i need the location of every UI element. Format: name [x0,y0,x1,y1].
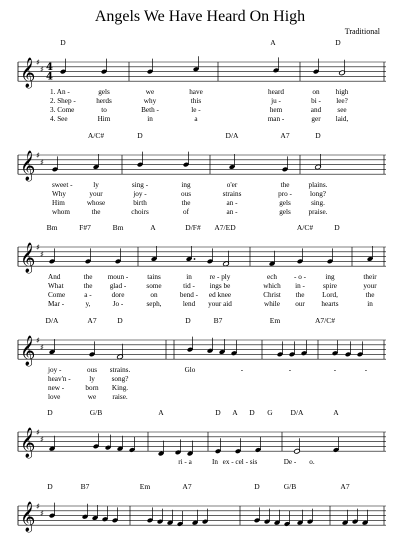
lyric-syllable: an - [226,199,238,207]
lyric-syllable: praise. [308,208,328,216]
lyric-syllable: to [101,106,107,114]
lyric-syllable: a - [84,291,92,299]
chord-symbol: D [117,316,123,325]
lyric-syllable: - [288,366,292,374]
lyric-syllable: le - [191,106,201,114]
lyric-syllable: have [189,88,203,96]
lyric-syllable: a [194,115,198,123]
treble-clef-icon: 𝄞 [20,428,36,458]
lyric-syllable: dore [111,291,125,299]
lyric-syllable: the [83,282,93,290]
lyric-line [0,181,400,190]
lyric-syllable: tid - [183,282,195,290]
lyric-syllable: - o - [294,273,306,281]
treble-clef-icon: 𝄞 [20,336,36,366]
lyric-syllable: your [89,190,103,198]
lyric-line [0,366,400,375]
lyric-syllable: o. [309,458,315,466]
lyric-syllable: ous [87,366,97,374]
lyric-line [0,384,400,393]
sharp-icon: ♯ [36,243,40,252]
chord-symbol: D [254,482,260,491]
lyric-syllable: Lord, [322,291,338,299]
lyric-syllable: re - ply [209,273,231,281]
lyric-syllable: Beth - [141,106,159,114]
lyric-syllable: we [145,88,155,96]
chord-symbol: A [158,408,164,417]
lyric-syllable: ing [181,181,191,189]
lyric-syllable: the [181,199,191,207]
chord-symbol: D/F# [185,223,201,232]
lyric-line [0,458,400,467]
chord-symbol: D [60,38,66,47]
lyric-line [0,393,400,402]
lyric-syllable: some [146,282,162,290]
staff-system [0,502,400,542]
lyric-syllable: of [183,208,189,216]
lyric-syllable: glad - [109,282,127,290]
lyric-line [0,106,400,115]
lyric-syllable: song? [111,375,129,383]
lyric-syllable: - [364,366,368,374]
treble-clef-icon: 𝄞 [20,243,36,273]
lyric-syllable: the [83,273,93,281]
chord-symbol: D/A [290,408,304,417]
lyric-syllable: 4. See [50,115,68,123]
chord-symbol: D [334,223,340,232]
sharp-icon: ♯ [40,65,44,75]
chord-symbol: Em [139,482,151,491]
lyric-line [0,115,400,124]
lyric-syllable: our [295,300,305,308]
lyric-syllable: De - [283,458,297,466]
lyric-syllable: in - [295,282,305,290]
lyric-syllable: which [263,282,281,290]
lyric-syllable: the [295,291,305,299]
lyric-syllable: ous [181,190,191,198]
lyric-syllable: - [240,366,244,374]
lyric-syllable: high [335,88,349,96]
chord-symbol: A [270,38,276,47]
lyric-syllable: Him [97,115,111,123]
lyric-syllable: ed knee [208,291,232,299]
lyric-syllable: on [150,291,158,299]
sharp-icon: ♯ [36,336,40,345]
lyric-syllable: gels [279,199,291,207]
lyric-syllable: in [367,300,373,308]
lyric-syllable: gels [98,88,110,96]
lyric-syllable: spire [323,282,337,290]
lyric-line [0,291,400,300]
chord-symbol: A [232,408,238,417]
chord-symbol: D [185,316,191,325]
lyric-syllable: laid, [335,115,349,123]
lyric-syllable: bi - [311,97,321,105]
treble-clef-icon: 𝄞 [20,502,36,532]
sharp-icon: ♯ [40,343,44,353]
lyric-syllable: heard [268,88,284,96]
lyric-syllable: ger [311,115,321,123]
chord-symbol: D [249,408,255,417]
lyric-syllable: hem [269,106,283,114]
chord-symbol: A7/C# [314,316,336,325]
lyric-syllable: tains [147,273,161,281]
lyric-syllable: choirs [131,208,149,216]
lyric-line [0,273,400,282]
chord-symbol: A7 [182,482,192,491]
lyric-syllable: ly [93,181,99,189]
lyric-line [0,88,400,97]
chord-symbol: Em [269,316,281,325]
lyric-line [0,208,400,217]
lyric-line [0,375,400,384]
time-signature: 4 [46,71,53,83]
lyric-syllable: in [147,115,153,123]
chord-symbol: Bm [46,223,58,232]
sharp-icon: ♯ [40,509,44,519]
lyric-syllable: why [143,97,157,105]
lyric-syllable: see [337,106,347,114]
chord-symbol: A/C# [87,131,105,140]
lyric-syllable: whose [86,199,106,207]
chord-symbol: A [333,408,339,417]
chord-symbol: A7 [340,482,350,491]
lyric-syllable: your [363,282,377,290]
chord-symbol: G/B [89,408,103,417]
lyric-line [0,199,400,208]
lyric-syllable: your aid [208,300,232,308]
lyric-syllable: the [91,208,101,216]
chord-symbol: Bm [112,223,124,232]
lyric-syllable: while [264,300,280,308]
lyric-syllable: 2. Shep - [50,97,76,105]
sharp-icon: ♯ [40,158,44,168]
lyric-syllable: on [312,88,320,96]
lyric-syllable: sing - [131,181,149,189]
treble-clef-icon: 𝄞 [20,58,36,88]
lyric-syllable: birth [133,199,147,207]
lyric-syllable: 3. Come [50,106,75,114]
chord-symbol: B7 [213,316,223,325]
chord-symbol: D [47,482,53,491]
lyric-line [0,190,400,199]
dot [194,258,196,260]
lyric-syllable: King. [111,384,129,392]
lyric-syllable: the [280,181,290,189]
lyric-syllable: ing [325,273,335,281]
lyric-syllable: gels [279,208,291,216]
lyric-syllable: long? [310,190,326,198]
lyric-syllable: moun - [107,273,129,281]
lyric-line [0,282,400,291]
chord-symbol: D [47,408,53,417]
lyric-syllable: ings be [209,282,231,290]
treble-clef-icon: 𝄞 [20,151,36,181]
lyric-syllable: Jo - [112,300,124,308]
lyric-syllable: whom [52,208,70,216]
chord-symbol: D [215,408,221,417]
lyric-syllable: we [87,393,97,401]
sharp-icon: ♯ [36,428,40,437]
lyric-syllable: Why [52,190,66,198]
chord-symbol: F#7 [79,223,91,232]
chord-symbol: D [335,38,341,47]
lyric-syllable: - [333,366,337,374]
chord-symbol: B7 [80,482,90,491]
lyric-syllable: man - [267,115,285,123]
time-signature: 4 [46,62,53,73]
lyric-syllable: joy - [48,366,62,374]
lyric-syllable: 1. An - [50,88,70,96]
lyric-syllable: ri - a [178,458,192,466]
chord-symbol: G [267,408,273,417]
lyric-syllable: love [48,393,61,401]
lyric-syllable: heav'n - [48,375,71,383]
sharp-icon: ♯ [40,250,44,260]
chord-symbol: G/B [283,482,297,491]
lyric-syllable: ex - cel - sis [222,458,258,466]
lyric-syllable: and [310,106,322,114]
lyric-syllable: this [190,97,202,105]
lyric-syllable: ju - [271,97,281,105]
lyric-syllable: lee? [336,97,348,105]
lyric-syllable: o'er [226,181,238,189]
lyric-syllable: born [85,384,99,392]
chord-symbol: D [315,131,321,140]
lyric-syllable: in [186,273,192,281]
lyric-syllable: hearts [321,300,339,308]
lyric-syllable: Christ [263,291,281,299]
lyric-syllable: plains. [308,181,328,189]
composer-credit: Traditional [344,27,380,36]
lyric-syllable: strains [222,190,242,198]
lyric-syllable: ech [267,273,277,281]
lyric-syllable: ly [89,375,95,383]
lyric-syllable: sing. [311,199,325,207]
lyric-syllable: joy - [133,190,147,198]
lyric-syllable: pro - [278,190,292,198]
sharp-icon: ♯ [36,151,40,160]
lyric-syllable: an - [226,208,238,216]
lyric-syllable: Come [48,291,66,299]
chord-symbol: A7 [87,316,97,325]
lyric-syllable: bend - [179,291,199,299]
lyric-line [0,97,400,106]
lyric-syllable: sweet - [52,181,73,189]
sharp-icon: ♯ [40,435,44,445]
chord-symbol: A/C# [296,223,314,232]
lyric-syllable: And [48,273,61,281]
lyric-syllable: In [212,458,218,466]
chord-symbol: A7 [280,131,290,140]
chord-symbol: D/A [225,131,239,140]
lyric-syllable: Mar - [48,300,65,308]
chord-symbol: D/A [45,316,59,325]
lyric-syllable: y, [85,300,91,308]
lyric-syllable: Glo [184,366,196,374]
lyric-syllable: the [365,291,375,299]
lyric-syllable: lend [182,300,196,308]
sharp-icon: ♯ [36,502,40,511]
lyric-syllable: their [363,273,377,281]
song-title: Angels We Have Heard On High [94,8,306,25]
chord-symbol: D [137,131,143,140]
lyric-line [0,300,400,309]
chord-symbol: A7/ED [214,223,236,232]
lyric-syllable: raise. [112,393,128,401]
chord-symbol: A [150,223,156,232]
lyric-syllable: new - [48,384,65,392]
lyric-syllable: seph, [146,300,162,308]
sharp-icon: ♯ [36,58,40,67]
lyric-syllable: strains. [109,366,131,374]
lyric-syllable: herds [96,97,112,105]
lyric-syllable: Him [52,199,65,207]
lyric-syllable: What [48,282,64,290]
